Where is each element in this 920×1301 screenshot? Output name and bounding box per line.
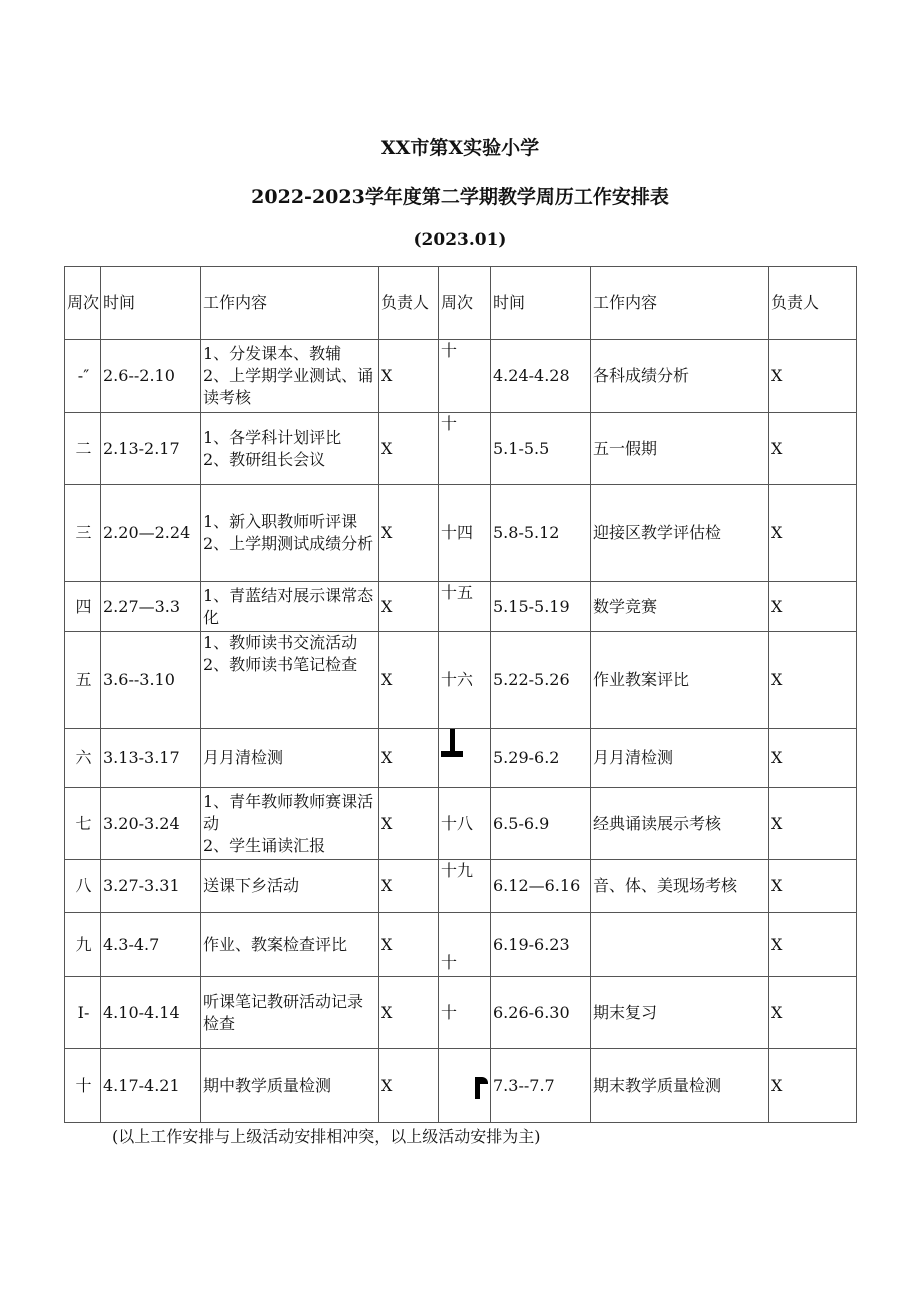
content-left: 月月清检测 xyxy=(201,729,379,788)
table-row xyxy=(65,582,857,632)
content-right: 经典诵读展示考核 xyxy=(591,788,769,860)
content-right: 月月清检测 xyxy=(591,729,769,788)
table-row xyxy=(65,977,857,1049)
owner-left: X xyxy=(379,860,439,913)
content-right: 各科成绩分析 xyxy=(591,340,769,413)
header-row xyxy=(65,267,857,340)
content-left: 听课笔记教研活动记录检查 xyxy=(201,977,379,1049)
time-left: 2.6--2.10 xyxy=(101,340,201,413)
week-right: 十 xyxy=(439,340,491,413)
content-right: 期末复习 xyxy=(591,977,769,1049)
owner-right: X xyxy=(769,977,857,1049)
header-time-right: 时间 xyxy=(491,267,591,340)
owner-right: X xyxy=(769,632,857,729)
content-left: 1、教师读书交流活动 2、教师读书笔记检查 xyxy=(201,632,379,729)
content-right: 迎接区教学评估检 xyxy=(591,485,769,582)
owner-left: X xyxy=(379,1049,439,1123)
time-right: 6.19-6.23 xyxy=(491,913,591,977)
week-right: 十 xyxy=(439,913,491,977)
time-left: 2.13-2.17 xyxy=(101,413,201,485)
time-left: 4.17-4.21 xyxy=(101,1049,201,1123)
week-left: -″ xyxy=(65,340,101,413)
content-right: 音、体、美现场考核 xyxy=(591,860,769,913)
owner-right: X xyxy=(769,1049,857,1123)
owner-left: X xyxy=(379,913,439,977)
school-name: XX市第X实验小学 xyxy=(380,137,540,159)
document-date: (2023.01) xyxy=(413,230,507,250)
time-right: 5.8-5.12 xyxy=(491,485,591,582)
owner-right: X xyxy=(769,485,857,582)
time-right: 7.3--7.7 xyxy=(491,1049,591,1123)
time-right: 5.22-5.26 xyxy=(491,632,591,729)
week-right: 十六 xyxy=(439,632,491,729)
content-left: 作业、教案检查评比 xyxy=(201,913,379,977)
header-content-right: 工作内容 xyxy=(591,267,769,340)
content-right: 数学竞赛 xyxy=(591,582,769,632)
owner-left: X xyxy=(379,788,439,860)
content-right xyxy=(591,913,769,977)
time-right: 6.12—6.16 xyxy=(491,860,591,913)
owner-left: X xyxy=(379,977,439,1049)
header-owner-right: 负责人 xyxy=(769,267,857,340)
content-left: 送课下乡活动 xyxy=(201,860,379,913)
table-row xyxy=(65,729,857,788)
content-left: 1、分发课本、教辅 2、上学期学业测试、诵读考核 xyxy=(201,340,379,413)
week-right: 十四 xyxy=(439,485,491,582)
week-right xyxy=(439,1049,491,1123)
week-left: 六 xyxy=(65,729,101,788)
time-left: 4.10-4.14 xyxy=(101,977,201,1049)
week-left: 七 xyxy=(65,788,101,860)
time-left: 3.27-3.31 xyxy=(101,860,201,913)
header-week-left: 周次 xyxy=(65,267,101,340)
time-left: 3.20-3.24 xyxy=(101,788,201,860)
time-right: 6.5-6.9 xyxy=(491,788,591,860)
week-left: 十 xyxy=(65,1049,101,1123)
time-right: 5.15-5.19 xyxy=(491,582,591,632)
week-right: 十九 xyxy=(439,860,491,913)
time-left: 2.27—3.3 xyxy=(101,582,201,632)
owner-right: X xyxy=(769,788,857,860)
owner-left: X xyxy=(379,582,439,632)
time-left: 2.20—2.24 xyxy=(101,485,201,582)
document-title: 2022-2023学年度第二学期教学周历工作安排表 xyxy=(251,186,669,208)
time-right: 6.26-6.30 xyxy=(491,977,591,1049)
table-row xyxy=(65,860,857,913)
time-right: 5.1-5.5 xyxy=(491,413,591,485)
owner-right: X xyxy=(769,340,857,413)
owner-right: X xyxy=(769,913,857,977)
content-left: 1、各学科计划评比 2、教研组长会议 xyxy=(201,413,379,485)
content-left: 1、新入职教师听评课 2、上学期测试成绩分析 xyxy=(201,485,379,582)
owner-left: X xyxy=(379,413,439,485)
table-row xyxy=(65,788,857,860)
content-right: 五一假期 xyxy=(591,413,769,485)
owner-left: X xyxy=(379,632,439,729)
owner-right: X xyxy=(769,729,857,788)
week-left: 五 xyxy=(65,632,101,729)
schedule-table xyxy=(64,266,857,1123)
week-left: 九 xyxy=(65,913,101,977)
owner-left: X xyxy=(379,729,439,788)
scan-artifact-mark xyxy=(475,1073,489,1099)
table-row xyxy=(65,485,857,582)
header-time-left: 时间 xyxy=(101,267,201,340)
week-left: I- xyxy=(65,977,101,1049)
owner-right: X xyxy=(769,413,857,485)
time-left: 3.6--3.10 xyxy=(101,632,201,729)
week-left: 八 xyxy=(65,860,101,913)
week-right: 十 xyxy=(439,977,491,1049)
week-right: 十 xyxy=(439,413,491,485)
table-row xyxy=(65,340,857,413)
owner-left: X xyxy=(379,340,439,413)
content-left: 期中教学质量检测 xyxy=(201,1049,379,1123)
week-left: 四 xyxy=(65,582,101,632)
scan-artifact-mark xyxy=(441,729,463,757)
table-row xyxy=(65,913,857,977)
owner-right: X xyxy=(769,860,857,913)
content-right: 期末教学质量检测 xyxy=(591,1049,769,1123)
content-left: 1、青年教师教师赛课活动 2、学生诵读汇报 xyxy=(201,788,379,860)
week-left: 二 xyxy=(65,413,101,485)
week-right: 十八 xyxy=(439,788,491,860)
table-row xyxy=(65,1049,857,1123)
week-right: 十五 xyxy=(439,582,491,632)
owner-right: X xyxy=(769,582,857,632)
week-right xyxy=(439,729,491,788)
footnote: (以上工作安排与上级活动安排相冲突，以上级活动安排为主) xyxy=(112,1127,541,1146)
time-left: 3.13-3.17 xyxy=(101,729,201,788)
week-left: 三 xyxy=(65,485,101,582)
time-left: 4.3-4.7 xyxy=(101,913,201,977)
content-right: 作业教案评比 xyxy=(591,632,769,729)
table-row xyxy=(65,413,857,485)
content-left: 1、青蓝结对展示课常态化 xyxy=(201,582,379,632)
header-week-right: 周次 xyxy=(439,267,491,340)
owner-left: X xyxy=(379,485,439,582)
table-row xyxy=(65,632,857,729)
header-owner-left: 负责人 xyxy=(379,267,439,340)
time-right: 5.29-6.2 xyxy=(491,729,591,788)
time-right: 4.24-4.28 xyxy=(491,340,591,413)
header-content-left: 工作内容 xyxy=(201,267,379,340)
